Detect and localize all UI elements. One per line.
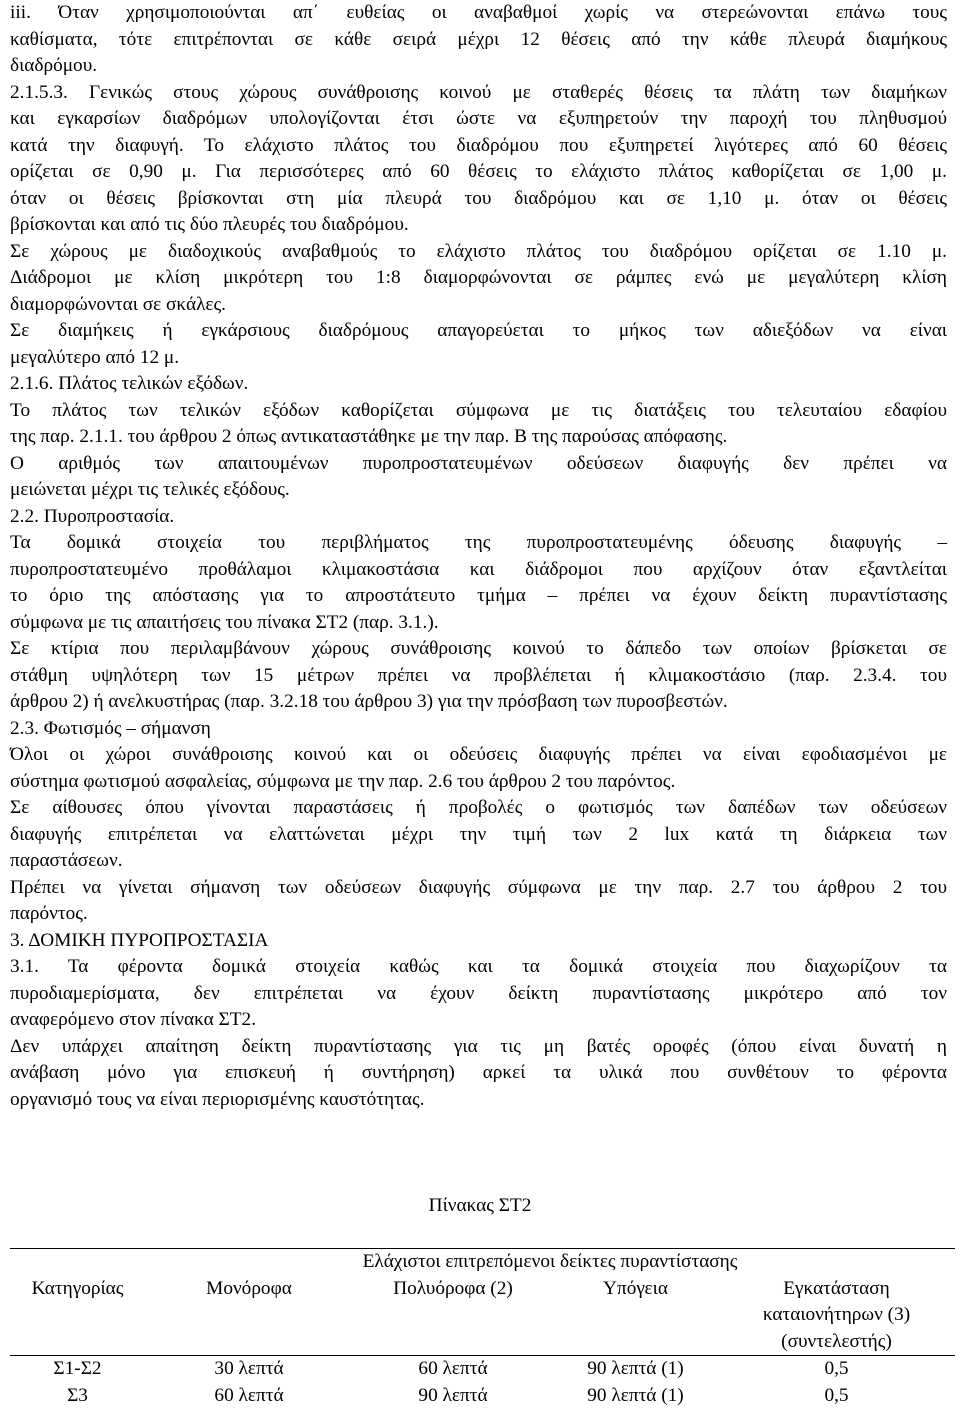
text-line: Τα δομικά στοιχεία του περιβλήματος της πυροπροστατευμένης όδευσης διαφυγής – xyxy=(10,532,947,553)
table-group-header: Ελάχιστοι επιτρεπόμενοι δείκτες πυραντίστασης xyxy=(145,1249,955,1276)
text-line: Πρέπει να γίνεται σήμανση των οδεύσεων διαφυγής σύμφωνα με την παρ. 2.7 του άρθρου 2 του xyxy=(10,876,947,898)
column-header xyxy=(718,1276,955,1356)
column-header-line: Εγκατάσταση xyxy=(783,1277,890,1299)
text-line: κατά την διαφυγή. Το ελάχιστο πλάτος του διαδρόμου που εξυπηρετεί λιγότερες από 60 θέσεις xyxy=(10,134,947,156)
column-header: Μονόροφα xyxy=(206,1277,292,1299)
table-cell: 90 λεπτά (1) xyxy=(587,1384,684,1406)
table-cell: Σ1-Σ2 xyxy=(10,1356,145,1383)
text-line: 2.2. Πυροπροστασία. xyxy=(10,505,175,527)
text-line: iii. Όταν χρησιμοποιούνται απ΄ ευθείας οι αναβαθμοί χωρίς να στερεώνονται επάνω τους xyxy=(10,2,947,23)
text-line: οργανισμό τους να είναι περιορισμένης καυστότητας. xyxy=(10,1088,425,1110)
text-line: και εγκαρσίων διαδρόμων υπολογίζονται έτσι ώστε να εξυπηρετούν την παροχή του πληθυσμού xyxy=(10,108,947,129)
text-line: Δεν υπάρχει απαίτηση δείκτη πυραντίστασης για τις μη βατές οροφές (όπου είναι δυνατή η xyxy=(10,1035,947,1057)
text-line: 2.3. Φωτισμός – σήμανση xyxy=(10,717,211,739)
text-line: Σε κτίρια που περιλαμβάνουν χώρους συνάθροισης κοινού το δάπεδο των οποίων βρίσκεται σε xyxy=(10,638,947,659)
table-caption: Πίνακας ΣΤ2 xyxy=(428,1195,532,1216)
text-line: πυροπροστατευμένο προθάλαμοι κλιμακοστάσια και διάδρομοι που αρχίζουν όταν εξαντλείται xyxy=(10,558,947,580)
text-line: παρόντος. xyxy=(10,903,88,924)
text-line: 2.1.5.3. Γενικώς στους χώρους συνάθροισης κοινού με σταθερές θέσεις τα πλάτη των διαμήκων xyxy=(10,81,947,103)
table-cell: 30 λεπτά xyxy=(145,1356,353,1383)
text-line: στάθμη υψηλότερη των 15 μέτρων πρέπει να προβλέπεται ή κλιμακοστάσιο (παρ. 2.3.4. του xyxy=(10,664,947,686)
text-line: σύμφωνα με τις απαιτήσεις του πίνακα ΣΤ2 (παρ. 3.1.). xyxy=(10,611,439,633)
text-line: σύστημα φωτισμού ασφαλείας, σύμφωνα με την παρ. 2.6 του άρθρου 2 του παρόντος. xyxy=(10,770,676,792)
text-line: Σε χώρους με διαδοχικούς αναβαθμούς το ελάχιστο πλάτος του διαδρόμου ορίζεται σε 1.10 μ. xyxy=(10,240,947,262)
table-cell: Σ3 xyxy=(67,1384,88,1406)
text-line: διαμορφώνονται σε σκάλες. xyxy=(10,293,226,315)
text-line: πυροδιαμερίσματα, δεν επιτρέπεται να έχουν δείκτη πυραντίστασης μικρότερο από τον xyxy=(10,982,947,1004)
text-line: διαδρόμου. xyxy=(10,55,98,76)
text-line: το όριο της απόστασης για το απροστάτευτο τμήμα – πρέπει να έχουν δείκτη πυραντίστασης xyxy=(10,585,947,606)
text-line: καθίσματα, τότε επιτρέπονται σε κάθε σειρά μέχρι 12 θέσεις από την κάθε πλευρά διαμήκους xyxy=(10,28,947,50)
column-header: Πολυόροφα (2) xyxy=(393,1277,513,1299)
text-line: άρθρου 2) ή ανελκυστήρας (παρ. 3.2.18 του άρθρου 3) για την πρόσβαση των πυροσβεστών. xyxy=(10,691,728,712)
document-body xyxy=(10,0,947,1113)
table-cell: 90 λεπτά (1) xyxy=(553,1356,718,1383)
text-line: Διάδρομοι με κλίση μικρότερη του 1:8 διαμορφώνονται σε ράμπες ενώ με μεγαλύτερη κλίση xyxy=(10,267,947,288)
text-line: βρίσκονται και από τις δύο πλευρές του διαδρόμου. xyxy=(10,214,409,235)
table-cell: 0,5 xyxy=(718,1356,955,1383)
text-line: Σε διαμήκεις ή εγκάρσιους διαδρόμους απαγορεύεται το μήκος των αδιεξόδων να είναι xyxy=(10,320,947,341)
text-line: Όλοι οι χώροι συνάθροισης κοινού και οι οδεύσεις διαφυγής πρέπει να είναι εφοδιασμένοι με xyxy=(10,744,947,765)
text-line: μεγαλύτερο από 12 μ. xyxy=(10,346,180,368)
text-line: της παρ. 2.1.1. του άρθρου 2 όπως αντικαταστάθηκε με την παρ. Β της παρούσας απόφασης. xyxy=(10,426,728,447)
column-header: Υπόγεια xyxy=(603,1277,668,1299)
table-cell: 60 λεπτά xyxy=(353,1356,553,1383)
table-cell: 60 λεπτά xyxy=(214,1384,284,1406)
column-header-line: καταιονήτηρων (3) xyxy=(762,1304,911,1325)
table-corner-cell xyxy=(10,1249,145,1276)
text-line: αναφερόμενο στον πίνακα ΣΤ2. xyxy=(10,1009,257,1030)
table-row xyxy=(10,1356,955,1383)
text-line: διαφυγής επιτρέπεται να ελαττώνεται μέχρι την τιμή των 2 lux κατά τη διάρκεια των xyxy=(10,823,947,845)
column-header-line: (συντελεστής) xyxy=(781,1330,892,1352)
text-line: μειώνεται μέχρι τις τελικές εξόδους. xyxy=(10,479,290,500)
text-line: 3.1. Τα φέροντα δομικά στοιχεία καθώς και τα δομικά στοιχεία που διαχωρίζουν τα xyxy=(10,956,947,977)
text-line: 2.1.6. Πλάτος τελικών εξόδων. xyxy=(10,373,249,394)
text-line: όταν οι θέσεις βρίσκονται στη μία πλευρά του διαδρόμου και σε 1,10 μ. όταν οι θέσεις xyxy=(10,187,947,209)
fire-resistance-table xyxy=(10,1248,955,1409)
text-line: παραστάσεων. xyxy=(10,850,123,871)
text-line: Σε αίθουσες όπου γίνονται παραστάσεις ή προβολές ο φωτισμός των δαπέδων των οδεύσεων xyxy=(10,797,947,818)
table-cell: 0,5 xyxy=(824,1384,849,1406)
text-line: Ο αριθμός των απαιτουμένων πυροπροστατευμένων οδεύσεων διαφυγής δεν πρέπει να xyxy=(10,452,947,474)
column-header: Κατηγορίας xyxy=(31,1277,124,1299)
table-row xyxy=(10,1383,955,1410)
text-line: ορίζεται σε 0,90 μ. Για περισσότερες από 60 θέσεις το ελάχιστο πλάτος καθορίζεται σε 1,00 μ. xyxy=(10,161,947,182)
text-line: Το πλάτος των τελικών εξόδων καθορίζεται σύμφωνα με τις διατάξεις του τελευταίου εδαφίου xyxy=(10,399,947,421)
text-line: ανάβαση μόνο για επισκευή ή συντήρηση) αρκεί τα υλικά που συνθέτουν το φέροντα xyxy=(10,1062,947,1083)
text-line: 3. ΔΟΜΙΚΗ ΠΥΡΟΠΡΟΣΤΑΣΙΑ xyxy=(10,929,269,951)
table-cell: 90 λεπτά xyxy=(418,1384,488,1406)
